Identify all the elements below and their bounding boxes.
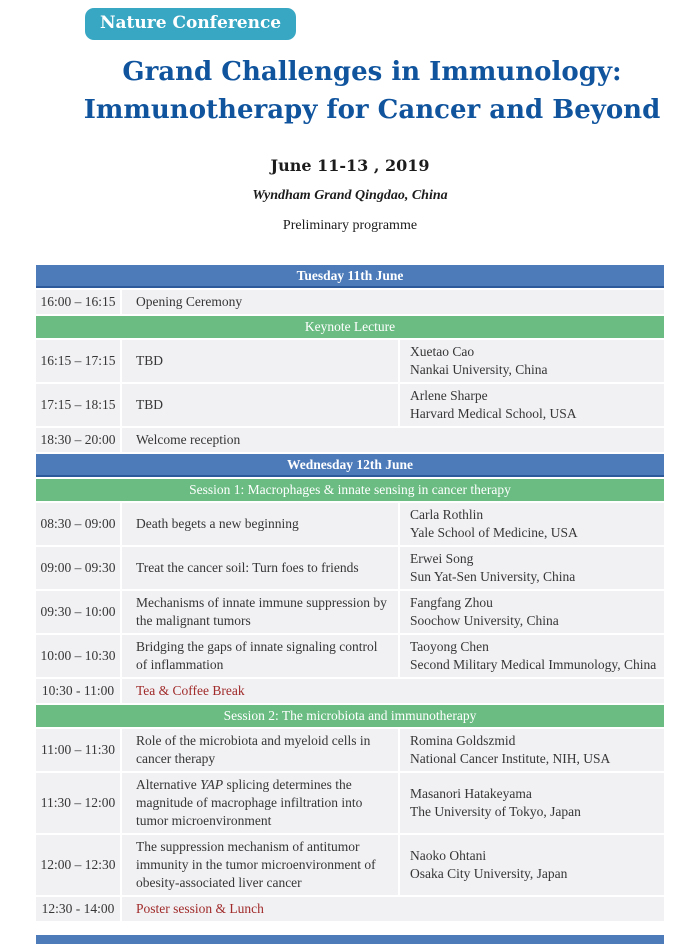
session-header: Session 2: The microbiota and immunotherapy (36, 705, 664, 727)
time-cell: 09:30 – 10:00 (36, 591, 120, 633)
speaker-affiliation: Sun Yat-Sen University, China (410, 569, 576, 584)
time-cell: 11:30 – 12:00 (36, 773, 120, 833)
time-cell: 11:00 – 11:30 (36, 729, 120, 771)
speaker-name: Xuetao Cao (410, 344, 475, 359)
speaker-cell (400, 384, 664, 426)
schedule-row (36, 547, 664, 589)
talk-title-cell: Welcome reception (122, 428, 664, 452)
speaker-cell (400, 635, 664, 677)
speaker-affiliation: Harvard Medical School, USA (410, 406, 577, 421)
talk-title-cell: Bridging the gaps of innate signaling control of inflammation (122, 635, 398, 677)
time-cell: 16:15 – 17:15 (36, 340, 120, 382)
schedule-row (36, 897, 664, 921)
conference-dates: June 11-13 , 2019 (270, 156, 430, 175)
time-cell: 17:15 – 18:15 (36, 384, 120, 426)
schedule-row (36, 729, 664, 771)
time-cell: 10:30 - 11:00 (36, 679, 120, 703)
speaker-affiliation: National Cancer Institute, NIH, USA (410, 751, 611, 766)
speaker-name: Erwei Song (410, 551, 474, 566)
schedule-row (36, 591, 664, 633)
time-cell: 12:30 - 14:00 (36, 897, 120, 921)
talk-title-cell: Mechanisms of innate immune suppression by the malignant tumors (122, 591, 398, 633)
time-cell: 16:00 – 16:15 (36, 290, 120, 314)
speaker-affiliation: Soochow University, China (410, 613, 559, 628)
talk-title-cell: Opening Ceremony (122, 290, 664, 314)
talk-title-cell: Role of the microbiota and myeloid cells in cancer therapy (122, 729, 398, 771)
time-cell: 10:00 – 10:30 (36, 635, 120, 677)
speaker-cell (400, 547, 664, 589)
time-cell: 18:30 – 20:00 (36, 428, 120, 452)
speaker-affiliation: The University of Tokyo, Japan (410, 804, 581, 819)
speaker-name: Naoko Ohtani (410, 848, 487, 863)
speaker-cell (400, 729, 664, 771)
speaker-cell (400, 340, 664, 382)
talk-title-cell: Treat the cancer soil: Turn foes to friends (122, 547, 398, 589)
programme-schedule (36, 265, 664, 921)
conference-venue: Wyndham Grand Qingdao, China (252, 188, 448, 203)
schedule-row (36, 340, 664, 382)
schedule-row (36, 679, 664, 703)
speaker-affiliation: Yale School of Medicine, USA (410, 525, 578, 540)
talk-title-cell: The suppression mechanism of antitumor immunity in the tumor microenvironment of obesity-associated liver cancer (122, 835, 398, 895)
speaker-name: Romina Goldszmid (410, 733, 516, 748)
speaker-name: Fangfang Zhou (410, 595, 493, 610)
schedule-row (36, 835, 664, 895)
day-header: Wednesday 12th June (36, 454, 664, 477)
talk-title-cell: TBD (122, 340, 398, 382)
programme-note: Preliminary programme (282, 218, 418, 233)
nature-conference-badge: Nature Conference (85, 8, 296, 40)
time-cell: 12:00 – 12:30 (36, 835, 120, 895)
speaker-name: Arlene Sharpe (410, 388, 488, 403)
day-header: Tuesday 11th June (36, 265, 664, 288)
time-cell: 09:00 – 09:30 (36, 547, 120, 589)
speaker-cell (400, 773, 664, 833)
schedule-row (36, 773, 664, 833)
speaker-cell (400, 591, 664, 633)
talk-title-cell: TBD (122, 384, 398, 426)
speaker-name: Taoyong Chen (410, 639, 489, 654)
speaker-affiliation: Second Military Medical Immunology, China (410, 657, 657, 672)
schedule-row (36, 635, 664, 677)
time-cell: 08:30 – 09:00 (36, 503, 120, 545)
speaker-name: Masanori Hatakeyama (410, 786, 532, 801)
speaker-name: Carla Rothlin (410, 507, 484, 522)
break-title-cell: Poster session & Lunch (122, 897, 664, 921)
speaker-affiliation: Nankai University, China (410, 362, 548, 377)
session-header: Keynote Lecture (36, 316, 664, 338)
speaker-affiliation: Osaka City University, Japan (410, 866, 568, 881)
break-title-cell: Tea & Coffee Break (122, 679, 664, 703)
page-title-line2: Immunotherapy for Cancer and Beyond (83, 95, 661, 125)
speaker-cell (400, 835, 664, 895)
talk-title-cell: Alternative YAP splicing determines the magnitude of macrophage infiltration into tumor microenvironment (122, 773, 398, 833)
schedule-row (36, 384, 664, 426)
schedule-row (36, 428, 664, 452)
schedule-row (36, 503, 664, 545)
session-header: Session 1: Macrophages & innate sensing in cancer therapy (36, 479, 664, 501)
schedule-row (36, 290, 664, 314)
partial-day-header (36, 935, 664, 944)
talk-title-cell: Death begets a new beginning (122, 503, 398, 545)
speaker-cell (400, 503, 664, 545)
page-title (44, 53, 700, 129)
page-title-line1: Grand Challenges in Immunology: (122, 57, 622, 87)
